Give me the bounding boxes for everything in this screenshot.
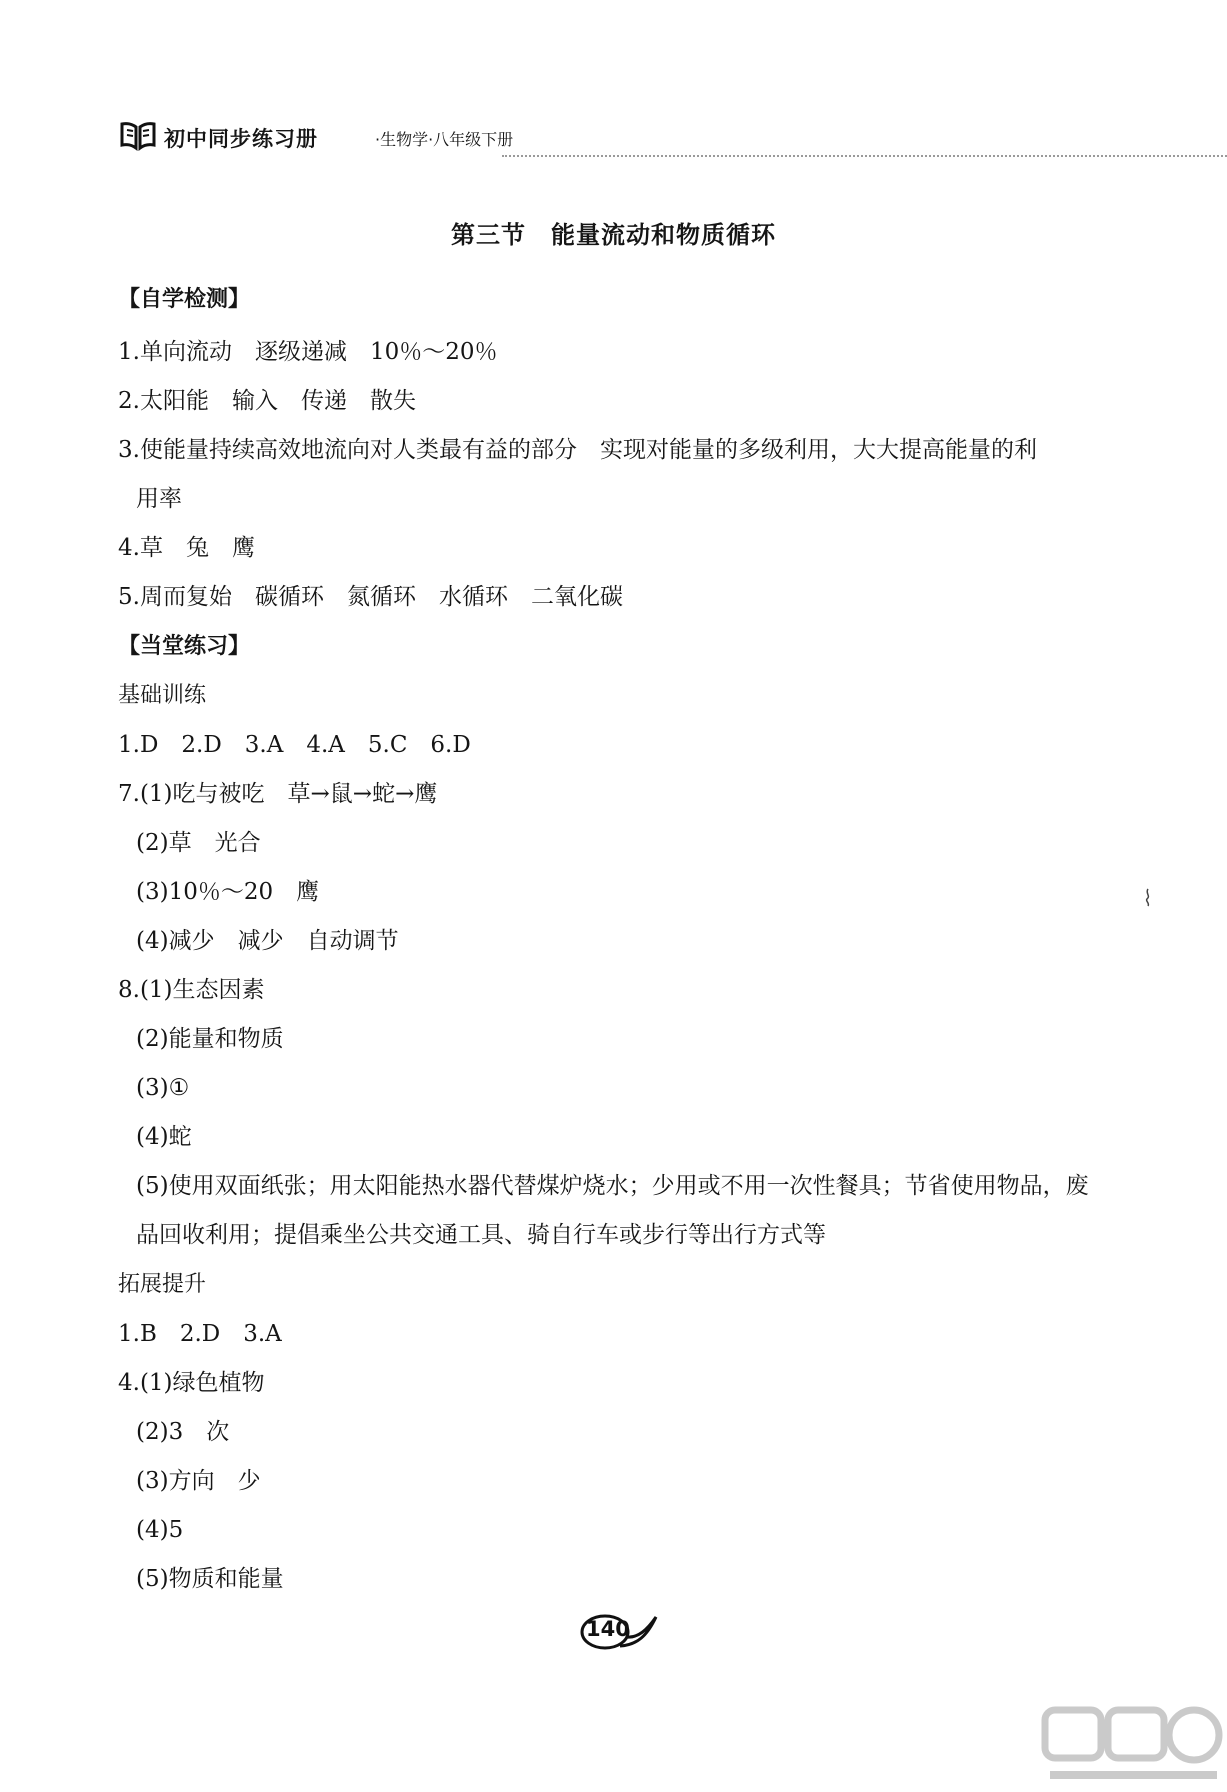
answer-line: (4)蛇 <box>136 1124 192 1150</box>
stray-mark <box>1143 887 1153 907</box>
answer-line: 7.(1)吃与被吃 草→鼠→蛇→鹰 <box>118 781 438 807</box>
book-title: 初中同步练习册 <box>164 127 318 151</box>
header-dotted-rule <box>502 155 1227 157</box>
book-icon <box>118 120 158 152</box>
answer-line: (3)10％～20 鹰 <box>136 879 320 905</box>
answer-line: (2)草 光合 <box>136 830 261 856</box>
answer-line: 1.单向流动 逐级递减 10％～20％ <box>118 339 498 365</box>
answer-line: 8.(1)生态因素 <box>118 977 265 1003</box>
extension-heading: 拓展提升 <box>118 1272 207 1297</box>
answer-line: 4.(1)绿色植物 <box>118 1370 265 1396</box>
page-header <box>118 120 1168 160</box>
answer-line: (3)方向 少 <box>136 1468 261 1494</box>
watermark-icon <box>1040 1700 1227 1792</box>
section-title: 第三节 能量流动和物质循环 <box>451 221 776 249</box>
answer-line: (3)① <box>136 1075 190 1101</box>
answer-line: (2)能量和物质 <box>136 1026 284 1052</box>
answer-line: (4)减少 减少 自动调节 <box>136 928 399 954</box>
page-number: 140 <box>586 1617 630 1641</box>
answer-line: (4)5 <box>136 1517 184 1543</box>
basic-training-heading: 基础训练 <box>118 683 207 708</box>
answer-line: 5.周而复始 碳循环 氮循环 水循环 二氧化碳 <box>118 584 623 610</box>
answer-line: 1.D 2.D 3.A 4.A 5.C 6.D <box>118 732 471 758</box>
answer-line: (2)3 次 <box>136 1419 230 1445</box>
answer-line: 2.太阳能 输入 传递 散失 <box>118 388 416 414</box>
answer-line: (5)使用双面纸张；用太阳能热水器代替煤炉烧水；少用或不用一次性餐具；节省使用物品，废 <box>136 1173 1089 1199</box>
answer-line: 1.B 2.D 3.A <box>118 1321 282 1347</box>
class-practice-heading: 【当堂练习】 <box>118 634 251 659</box>
answer-line: 3.使能量持续高效地流向对人类最有益的部分 实现对能量的多级利用，大大提高能量的利 <box>118 437 1037 463</box>
page-number-badge <box>575 1609 661 1653</box>
book-subtitle: ·生物学·八年级下册 <box>375 130 514 149</box>
answer-line: 4.草 兔 鹰 <box>118 535 255 561</box>
answer-line: (5)物质和能量 <box>136 1566 284 1592</box>
answer-line-continuation: 品回收利用；提倡乘坐公共交通工具、骑自行车或步行等出行方式等 <box>136 1222 826 1248</box>
self-check-heading: 【自学检测】 <box>118 287 251 312</box>
answer-line-continuation: 用率 <box>136 486 182 512</box>
